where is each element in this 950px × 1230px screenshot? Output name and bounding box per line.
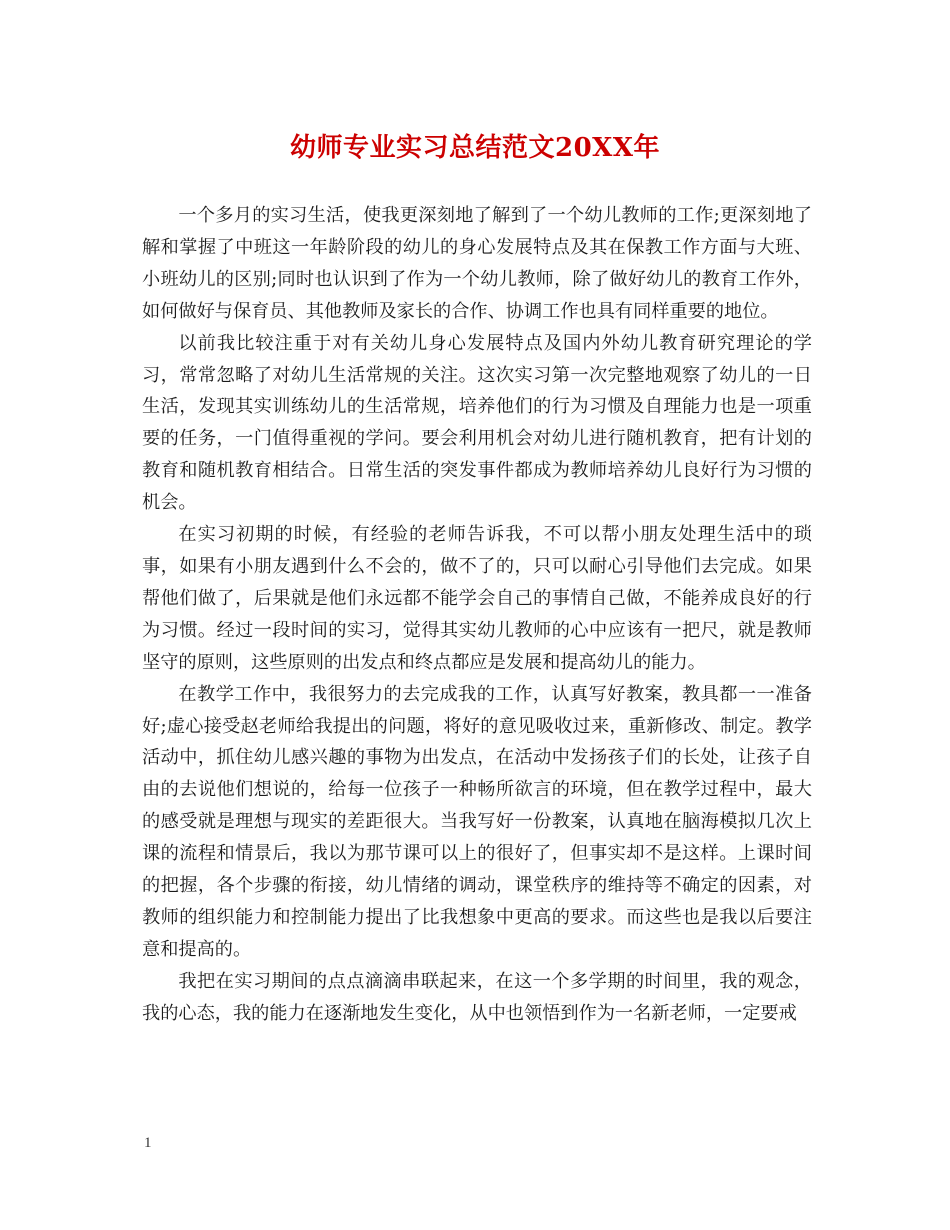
paragraph-3: 在实习初期的时候，有经验的老师告诉我，不可以帮小朋友处理生活中的琐事，如果有小朋友遇到什么不会的，做不了的，只可以耐心引导他们去完成。如果帮他们做了，后果就是他们永远都不能学会自己的事情自己做，不能养成良好的行为习惯。经过一段时间的实习，觉得其实幼儿教师的心中应该有一把尺，就是教师坚守的原则，这些原则的出发点和终点都应是发展和提高幼儿的能力。 <box>142 524 812 673</box>
page-number: 1 <box>144 1135 152 1151</box>
paragraph-5: 我把在实习期间的点点滴滴串联起来，在这一个多学期的时间里，我的观念，我的心态，我的能力在逐渐地发生变化，从中也领悟到作为一名新老师，一定要戒 <box>142 970 812 1024</box>
document-body <box>142 200 812 1030</box>
paragraph-2: 以前我比较注重于对有关幼儿身心发展特点及国内外幼儿教育研究理论的学习，常常忽略了对幼儿生活常规的关注。这次实习第一次完整地观察了幼儿的一日生活，发现其实训练幼儿的生活常规，培养他们的行为习惯及自理能力也是一项重要的任务，一门值得重视的学问。要会利用机会对幼儿进行随机教育，把有计划的教育和随机教育相结合。日常生活的突发事件都成为教师培养幼儿良好行为习惯的机会。 <box>142 332 812 514</box>
paragraph-1: 一个多月的实习生活，使我更深刻地了解到了一个幼儿教师的工作;更深刻地了解和掌握了中班这一年龄阶段的幼儿的身心发展特点及其在保教工作方面与大班、小班幼儿的区别;同时也认识到了作为一个幼儿教师，除了做好幼儿的教育工作外，如何做好与保育员、其他教师及家长的合作、协调工作也具有同样重要的地位。 <box>142 205 812 322</box>
paragraph-4: 在教学工作中，我很努力的去完成我的工作，认真写好教案，教具都一一准备好;虚心接受赵老师给我提出的问题，将好的意见吸收过来，重新修改、制定。教学活动中，抓住幼儿感兴趣的事物为出发点，在活动中发扬孩子们的长处，让孩子自由的去说他们想说的，给每一位孩子一种畅所欲言的环境，但在教学过程中，最大的感受就是理想与现实的差距很大。当我写好一份教案，认真地在脑海模拟几次上课的流程和情景后，我以为那节课可以上的很好了，但事实却不是这样。上课时间的把握，各个步骤的衔接，幼儿情绪的调动，课堂秩序的维持等不确定的因素，对教师的组织能力和控制能力提出了比我想象中更高的要求。而这些也是我以后要注意和提高的。 <box>142 683 812 960</box>
document-title: 幼师专业实习总结范文20XX年 <box>289 133 661 163</box>
